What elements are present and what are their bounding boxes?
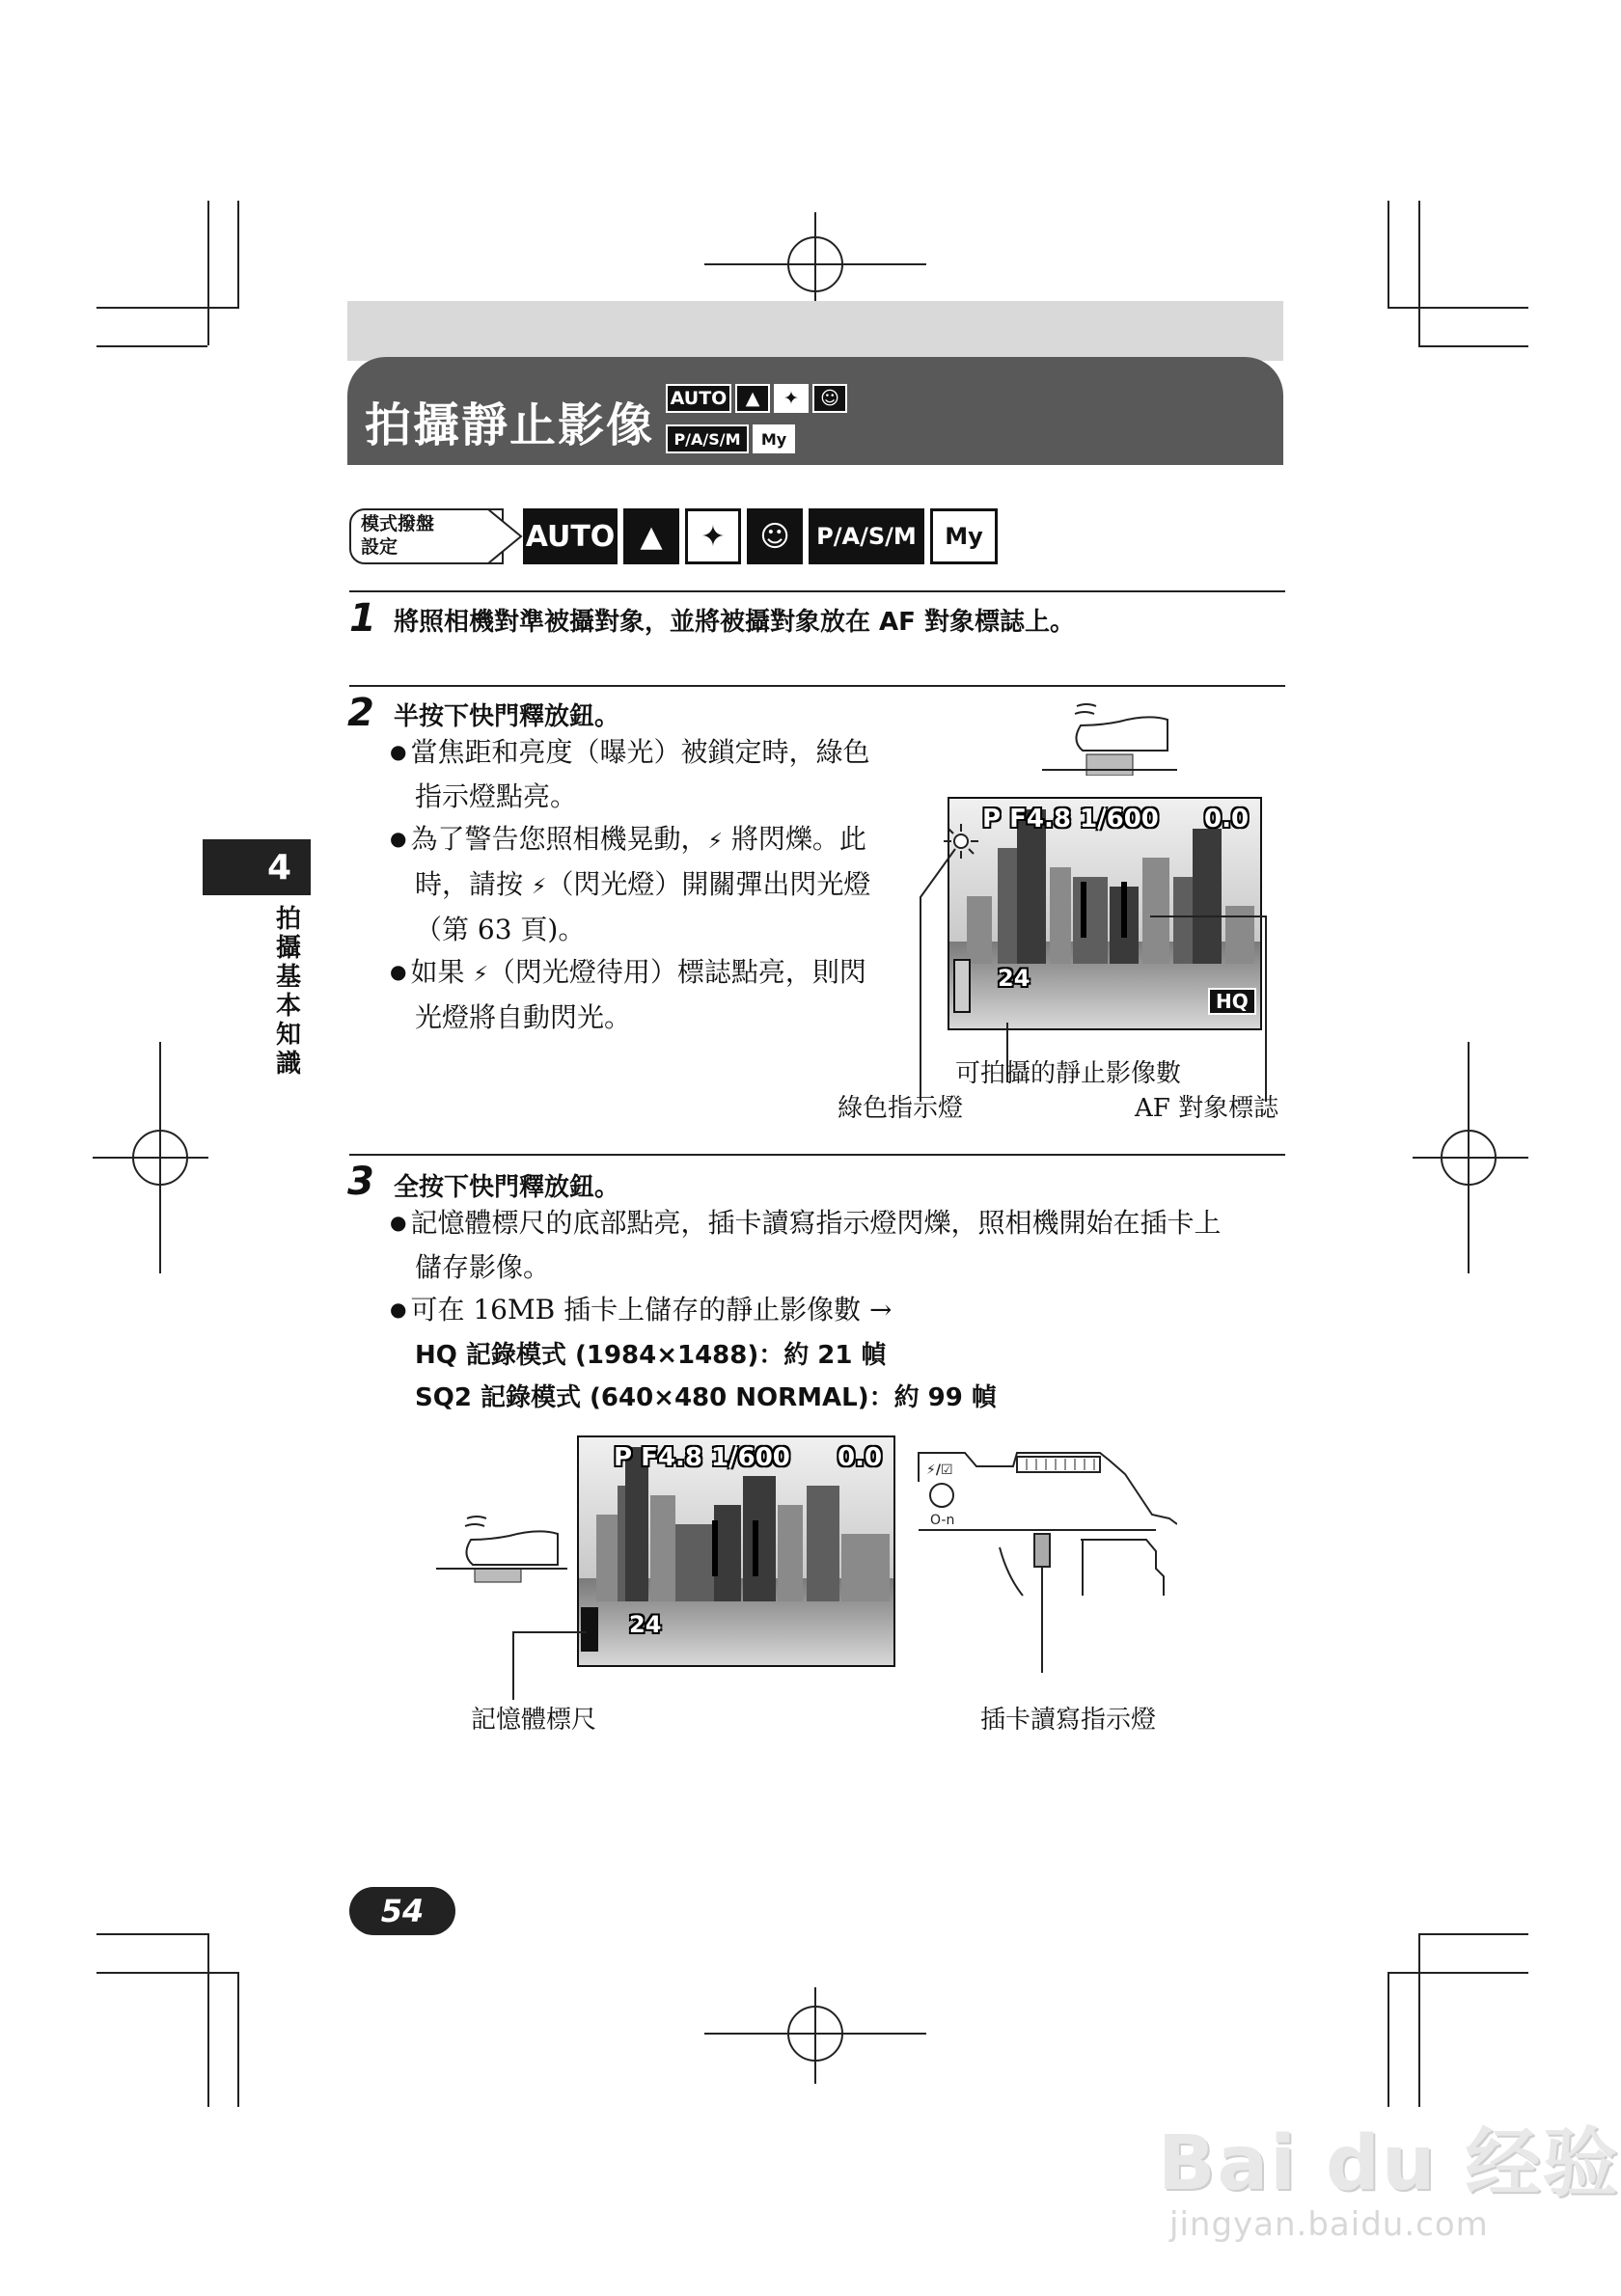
page-title: 拍攝靜止影像 <box>365 398 655 452</box>
spec-hq: HQ 記錄模式 (1984×1488)：約 21 幀 <box>415 1341 887 1370</box>
step-1-heading: 將照相機對準被攝對象，並將被攝對象放在 AF 對象標誌上。 <box>394 608 1075 637</box>
sport-mode-icon-large: ✦ <box>685 508 741 564</box>
flash-icon: ⚡ <box>473 963 488 987</box>
portrait-mode-icon-large: ☺ <box>747 508 803 564</box>
camera-label: ⚡/☑ <box>926 1462 953 1478</box>
caption-remaining-shots: 可拍攝的靜止影像數 <box>955 1059 1182 1088</box>
registration-mark-left <box>93 1042 208 1273</box>
watermark-url: jingyan.baidu.com <box>1169 2205 1489 2244</box>
page-number: 54 <box>349 1887 455 1935</box>
svg-text:O-n: O-n <box>930 1513 955 1528</box>
auto-mode-icon: AUTO <box>666 384 731 413</box>
lcd-aperture: F4.8 <box>641 1443 702 1472</box>
mode-dial-arrow <box>488 508 523 564</box>
lcd-remaining: 24 <box>998 965 1030 992</box>
step-2-heading: 半按下快門釋放鈕。 <box>394 702 620 731</box>
pasm-mode-icon: P/A/S/M <box>666 424 749 453</box>
lcd-aperture: F4.8 <box>1009 805 1071 834</box>
step-3-bullets: ● 記憶體標尺的底部點亮，插卡讀寫指示燈閃爍，照相機開始在插卡上 儲存影像。 ● 可在 16MB 插卡上儲存的靜止影像數 → <box>390 1202 1297 1333</box>
lcd-screen-full-press <box>577 1435 895 1667</box>
step-3-number: 3 <box>347 1160 374 1204</box>
half-press-finger-illustration <box>1032 693 1177 776</box>
portrait-mode-icon: ☺ <box>812 384 847 413</box>
mode-dial-label: 模式撥盤 設定 <box>361 513 435 558</box>
af-target-mark <box>712 1520 758 1576</box>
caption-green-lamp: 綠色指示燈 <box>838 1094 964 1123</box>
step-1-number: 1 <box>349 596 376 641</box>
flash-icon: ⚡ <box>531 875 547 899</box>
step-2-bullets: ● 當焦距和亮度（曝光）被鎖定時，綠色 指示燈點亮。 ● 為了警告您照相機晃動，⚡ 將閃爍。此 時，請按 ⚡（閃光燈）開關彈出閃光燈 （第 63 頁)。 ● 如果 ⚡（閃光燈待用）標誌點亮，則閃 光燈將自動閃光。 <box>390 731 930 1039</box>
lcd-mode: P <box>614 1443 633 1472</box>
sport-mode-icon: ✦ <box>774 384 809 413</box>
registration-mark-right <box>1413 1042 1528 1273</box>
flash-icon: ⚡ <box>707 830 723 854</box>
my-mode-icon-large: My <box>930 508 998 564</box>
divider <box>349 685 1285 687</box>
auto-mode-icon-large: AUTO <box>523 508 618 564</box>
chapter-title: 拍 攝 基 本 知 識 <box>275 905 301 1079</box>
step-3-heading: 全按下快門釋放鈕。 <box>394 1173 620 1202</box>
lcd-exposure: 0.0 <box>1204 805 1250 834</box>
divider <box>349 1154 1285 1156</box>
spec-sq2: SQ2 記錄模式 (640×480 NORMAL)：約 99 幀 <box>415 1383 997 1412</box>
chapter-tab: 4 <box>203 839 311 895</box>
lcd-mode: P <box>982 805 1002 834</box>
registration-mark-top <box>704 212 926 309</box>
lcd-shutter: 1/600 <box>711 1443 790 1472</box>
full-press-finger-illustration <box>432 1505 567 1588</box>
my-mode-icon: My <box>753 424 795 453</box>
lcd-shutter: 1/600 <box>1080 805 1159 834</box>
camera-body-illustration <box>907 1432 1177 1673</box>
lcd-exposure: 0.0 <box>838 1443 883 1472</box>
step-2-number: 2 <box>347 691 374 735</box>
watermark-logo: Bai du 经验 <box>1158 2120 1620 2207</box>
caption-memory-gauge: 記憶體標尺 <box>471 1706 597 1735</box>
callout-memory-gauge <box>508 1630 604 1708</box>
lcd-remaining: 24 <box>629 1611 662 1638</box>
divider <box>349 590 1285 592</box>
registration-mark-bottom <box>704 1987 926 2084</box>
header-band-top <box>347 301 1283 361</box>
pasm-mode-icon-large: P/A/S/M <box>809 508 924 564</box>
caption-card-lamp: 插卡讀寫指示燈 <box>980 1706 1157 1735</box>
landscape-mode-icon: ▲ <box>735 384 770 413</box>
lcd-quality: HQ <box>1208 988 1256 1015</box>
landscape-mode-icon-large: ▲ <box>623 508 679 564</box>
caption-af-mark: AF 對象標誌 <box>1135 1094 1279 1123</box>
